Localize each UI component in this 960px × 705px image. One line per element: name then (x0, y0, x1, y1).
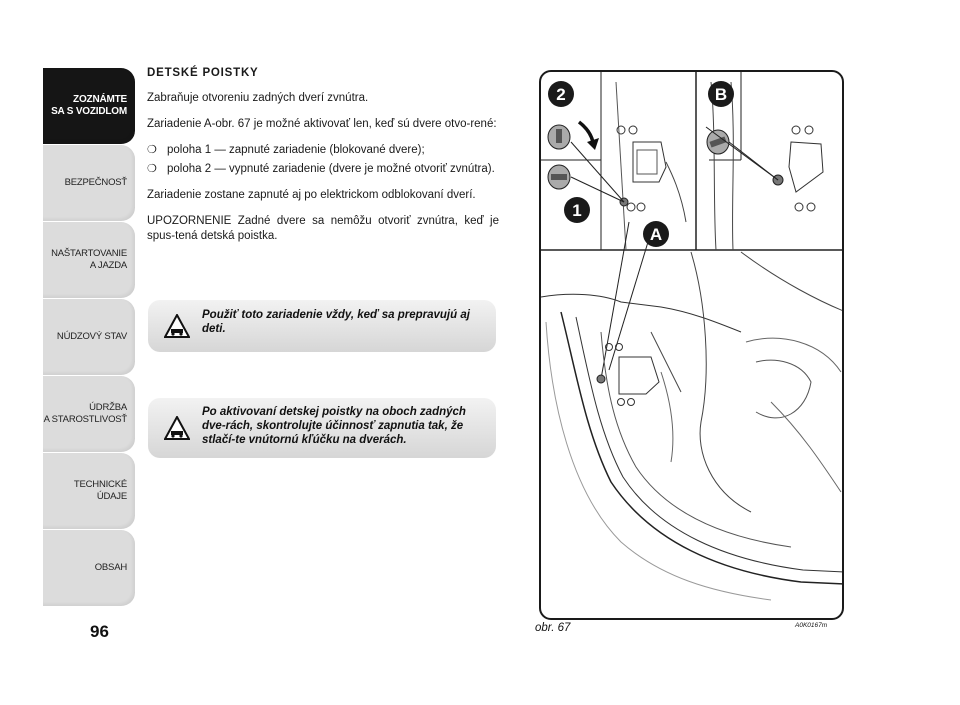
position-list (147, 143, 499, 177)
list-item (147, 162, 499, 177)
warning-text: Po aktivovaní detskej poistky na oboch zadných dve-rách, skontrolujte účinnosť zapnutia tak, že stlačí-te vnútornú kľúčku na dverách. (202, 406, 466, 446)
warning-box (148, 300, 496, 352)
warning-box (148, 398, 496, 458)
tab-nastartovanie-a-jazda[interactable]: NAŠTARTOVANIE A JAZDA (43, 222, 135, 299)
door-child-lock-illustration (539, 70, 844, 620)
label-two: 2 (556, 85, 566, 104)
intro-paragraph: Zabraňuje otvoreniu zadných dverí zvnútra. (147, 92, 369, 104)
chapter-sidebar (43, 68, 135, 607)
tab-zoznamte-sa-s-vozidlom[interactable]: ZOZNÁMTE SA S VOZIDLOM (43, 68, 135, 145)
tab-bezpecnost[interactable]: BEZPEČNOSŤ (43, 145, 135, 222)
tab-technicke-udaje[interactable]: TECHNICKÉ ÚDAJE (43, 453, 135, 530)
tab-nudzovy-stav[interactable]: NÚDZOVÝ STAV (43, 299, 135, 376)
tab-udrzba-a-starostlivost[interactable]: ÚDRŽBA A STAROSTLIVOSŤ (43, 376, 135, 453)
illustration-drawing (541, 72, 844, 620)
unlock-paragraph: Zariadenie zostane zapnuté aj po elektrickom odblokovaní dverí. (147, 189, 476, 201)
tab-obsah[interactable]: OBSAH (43, 530, 135, 607)
warning-triangle-icon (164, 416, 190, 440)
device-paragraph: Zariadenie A-obr. 67 je možné aktivovať len, keď sú dvere otvo-rené: (147, 118, 497, 130)
list-item-text: poloha 2 — vypnuté zariadenie (dvere je možné otvoriť zvnútra). (167, 163, 495, 175)
bullet-circle-icon: ❍ (147, 144, 157, 156)
bullet-circle-icon: ❍ (147, 163, 157, 175)
figure-code: A0K0167m (795, 622, 828, 629)
warning-text: Použiť toto zariadenie vždy, keď sa prepravujú aj deti. (202, 309, 470, 335)
main-content (147, 66, 499, 255)
list-item-text: poloha 1 — zapnuté zariadenie (blokované dvere); (167, 144, 425, 156)
label-a: A (649, 225, 663, 244)
warning-triangle-icon (164, 314, 190, 338)
note-paragraph: UPOZORNENIE Zadné dvere sa nemôžu otvoriť zvnútra, keď je spus-tená detská poistka. (147, 215, 499, 242)
figure-caption: obr. 67 (535, 622, 571, 634)
page-number: 96 (90, 622, 109, 641)
section-heading: DETSKÉ POISTKY (147, 67, 259, 79)
label-one: 1 (572, 201, 582, 220)
list-item (147, 143, 499, 158)
label-b: B (714, 85, 728, 104)
